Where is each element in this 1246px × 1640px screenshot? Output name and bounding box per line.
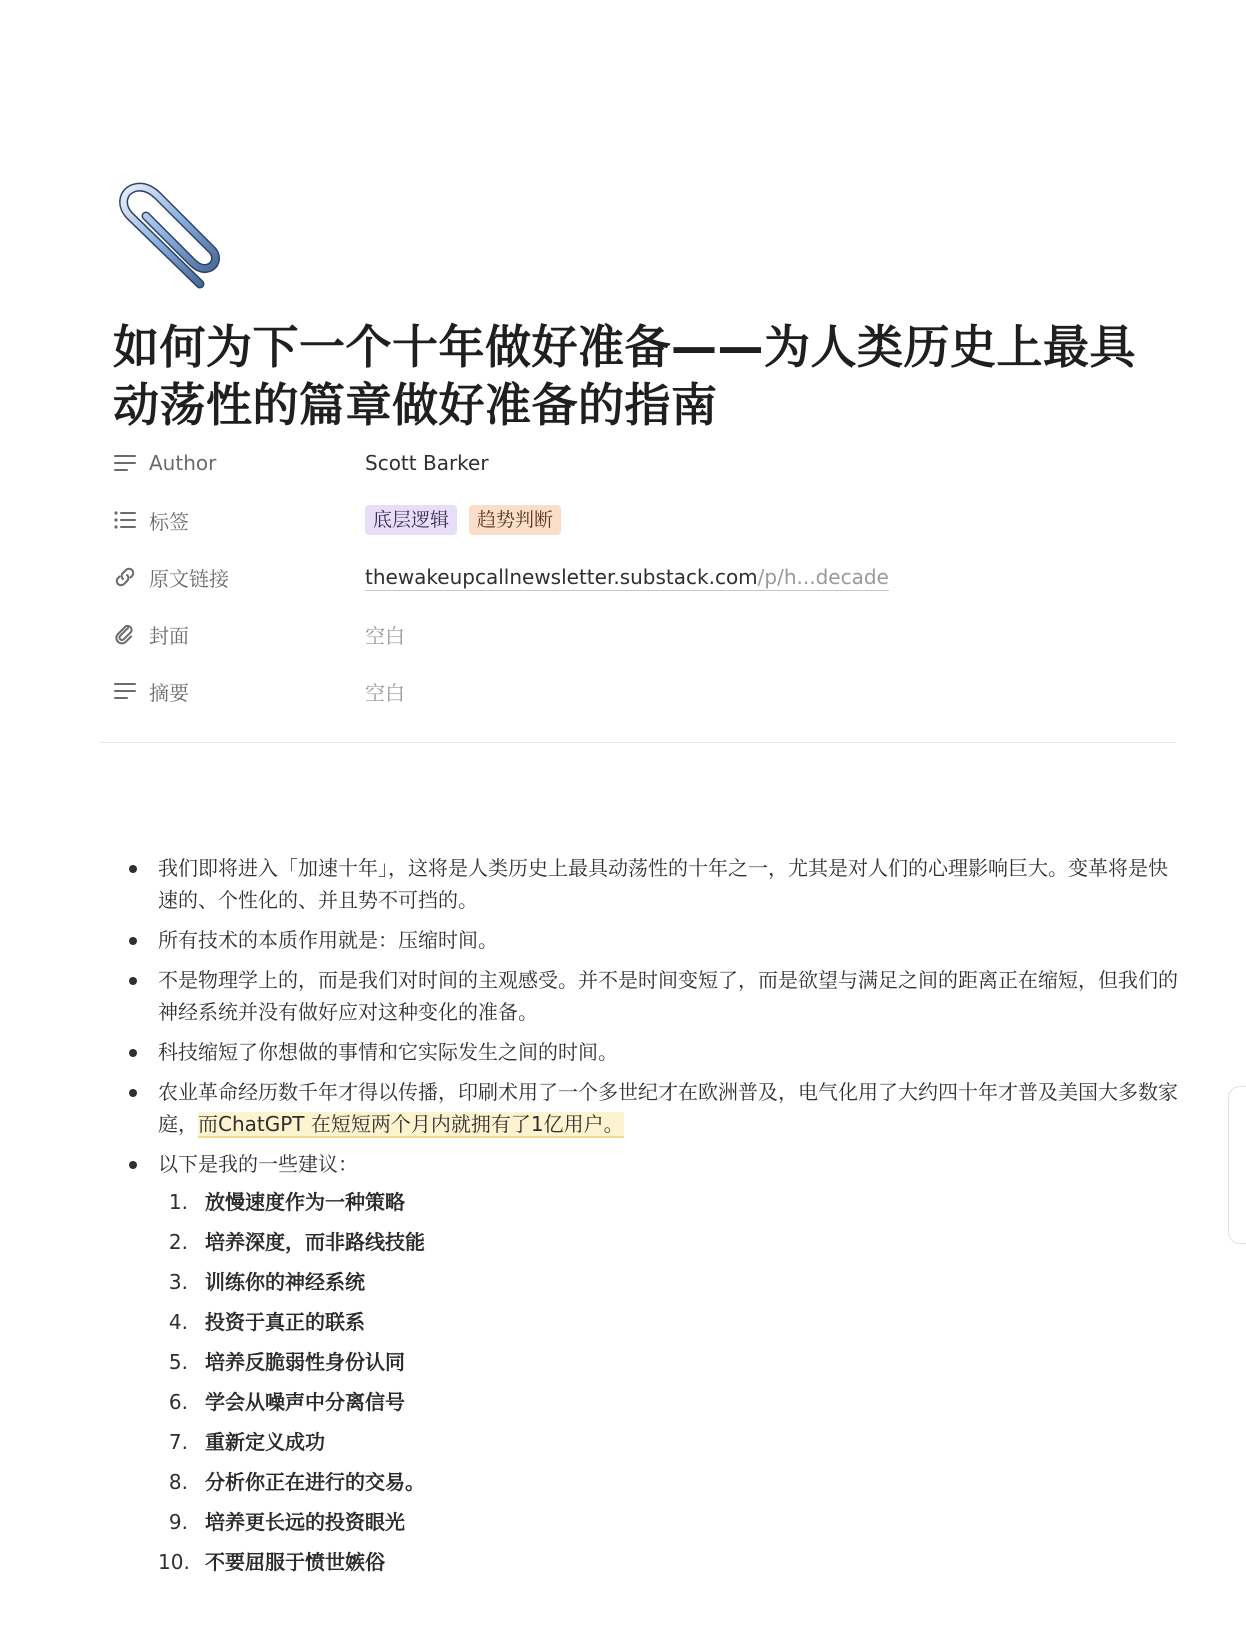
- tags-value[interactable]: [365, 503, 561, 537]
- bullet-dot: [129, 865, 137, 873]
- tag-chip[interactable]: 趋势判断: [469, 505, 561, 535]
- list-item[interactable]: [120, 852, 1180, 916]
- item-number: 5.: [168, 1350, 188, 1374]
- property-row-author[interactable]: [113, 446, 1173, 503]
- item-text: 培养深度，而非路线技能: [205, 1230, 425, 1254]
- numbered-item[interactable]: [158, 1506, 1180, 1546]
- property-value[interactable]: [365, 674, 405, 708]
- item-text: 学会从噪声中分离信号: [205, 1390, 405, 1414]
- bullet-text: 所有技术的本质作用就是：压缩时间。: [158, 928, 498, 952]
- empty-value: 空白: [365, 680, 405, 705]
- numbered-item[interactable]: [158, 1226, 1180, 1266]
- paperclip-icon[interactable]: [108, 180, 228, 295]
- property-label: 标签: [149, 509, 189, 534]
- properties-panel: [113, 446, 1173, 731]
- paperclip-small-icon: [113, 622, 137, 646]
- bullet-text: 科技缩短了你想做的事情和它实际发生之间的时间。: [158, 1040, 618, 1064]
- bullet-text: 不是物理学上的，而是我们对时间的主观感受。并不是时间变短了，而是欲望与满足之间的距离正在缩短，但我们的神经系统并没有做好应对这种变化的准备。: [158, 968, 1178, 1024]
- item-number: 10.: [158, 1550, 190, 1574]
- bullet-dot: [129, 1161, 137, 1169]
- list-item[interactable]: [120, 1148, 1180, 1586]
- property-label: Author: [149, 451, 217, 475]
- highlighted-text: 而ChatGPT 在短短两个月内就拥有了1亿用户。: [198, 1112, 624, 1136]
- page-title[interactable]: 如何为下一个十年做好准备——为人类历史上最具动荡性的篇章做好准备的指南: [113, 320, 1136, 432]
- item-number: 9.: [168, 1510, 188, 1534]
- numbered-item[interactable]: [158, 1346, 1180, 1386]
- property-row-tags[interactable]: [113, 503, 1173, 560]
- numbered-item[interactable]: [158, 1306, 1180, 1346]
- bullet-dot: [129, 977, 137, 985]
- property-row-source-link[interactable]: [113, 560, 1173, 617]
- item-number: 1.: [168, 1190, 188, 1214]
- item-text: 放慢速度作为一种策略: [205, 1190, 405, 1214]
- numbered-item[interactable]: [158, 1546, 1180, 1586]
- tag-chip[interactable]: 底层逻辑: [365, 505, 457, 535]
- property-label: 摘要: [149, 680, 189, 705]
- item-text: 训练你的神经系统: [205, 1270, 365, 1294]
- item-number: 7.: [168, 1430, 188, 1454]
- text-lines-icon: [113, 451, 137, 475]
- numbered-list: [158, 1186, 1180, 1586]
- numbered-item[interactable]: [158, 1386, 1180, 1426]
- property-key[interactable]: [113, 617, 333, 651]
- list-item[interactable]: [120, 1036, 1180, 1068]
- property-value[interactable]: [365, 446, 489, 480]
- list-item[interactable]: [120, 964, 1180, 1028]
- bullet-dot: [129, 1049, 137, 1057]
- link-icon: [113, 565, 137, 589]
- bullet-text: 我们即将进入「加速十年」，这将是人类历史上最具动荡性的十年之一，尤其是对人们的心理影响巨大。变革将是快速的、个性化的、并且势不可挡的。: [158, 856, 1168, 912]
- item-text: 培养反脆弱性身份认同: [205, 1350, 405, 1374]
- numbered-item[interactable]: [158, 1426, 1180, 1466]
- item-number: 6.: [168, 1390, 188, 1414]
- property-label: 原文链接: [149, 566, 229, 591]
- url-path: /p/h...decade: [757, 564, 889, 589]
- property-key[interactable]: [113, 560, 333, 594]
- bullet-text: 农业革命经历数千年才得以传播，印刷术用了一个多世纪才在欧洲普及，电气化用了大约四十年才普及美国大多数家庭，: [158, 1080, 1178, 1136]
- list-item[interactable]: [120, 924, 1180, 956]
- bullet-text: 以下是我的一些建议：: [158, 1152, 358, 1176]
- item-text: 分析你正在进行的交易。: [205, 1470, 425, 1494]
- property-key[interactable]: [113, 503, 333, 537]
- property-key[interactable]: [113, 446, 333, 480]
- property-row-summary[interactable]: [113, 674, 1173, 731]
- property-value[interactable]: [365, 617, 405, 651]
- numbered-item[interactable]: [158, 1466, 1180, 1506]
- numbered-item[interactable]: [158, 1186, 1180, 1226]
- side-panel-handle[interactable]: [1228, 1086, 1246, 1244]
- property-label: 封面: [149, 623, 189, 648]
- divider: [100, 742, 1176, 743]
- item-text: 培养更长远的投资眼光: [205, 1510, 405, 1534]
- bullet-dot: [129, 1089, 137, 1097]
- item-number: 8.: [168, 1470, 188, 1494]
- numbered-item[interactable]: [158, 1266, 1180, 1306]
- item-text: 投资于真正的联系: [205, 1310, 365, 1334]
- item-number: 3.: [168, 1270, 188, 1294]
- property-value[interactable]: [365, 560, 889, 594]
- item-number: 2.: [168, 1230, 188, 1254]
- list-item[interactable]: [120, 1076, 1180, 1140]
- item-text: 不要屈服于愤世嫉俗: [205, 1550, 385, 1574]
- source-url-link[interactable]: [365, 564, 889, 591]
- text-lines-icon: [113, 679, 137, 703]
- list-icon: [113, 508, 137, 532]
- item-text: 重新定义成功: [205, 1430, 325, 1454]
- item-number: 4.: [168, 1310, 188, 1334]
- property-row-cover[interactable]: [113, 617, 1173, 674]
- bullet-dot: [129, 937, 137, 945]
- property-key[interactable]: [113, 674, 333, 708]
- url-domain: thewakeupcallnewsletter.substack.com: [365, 564, 758, 589]
- empty-value: 空白: [365, 623, 405, 648]
- author-value: Scott Barker: [365, 451, 489, 475]
- bulleted-list: [120, 852, 1180, 1594]
